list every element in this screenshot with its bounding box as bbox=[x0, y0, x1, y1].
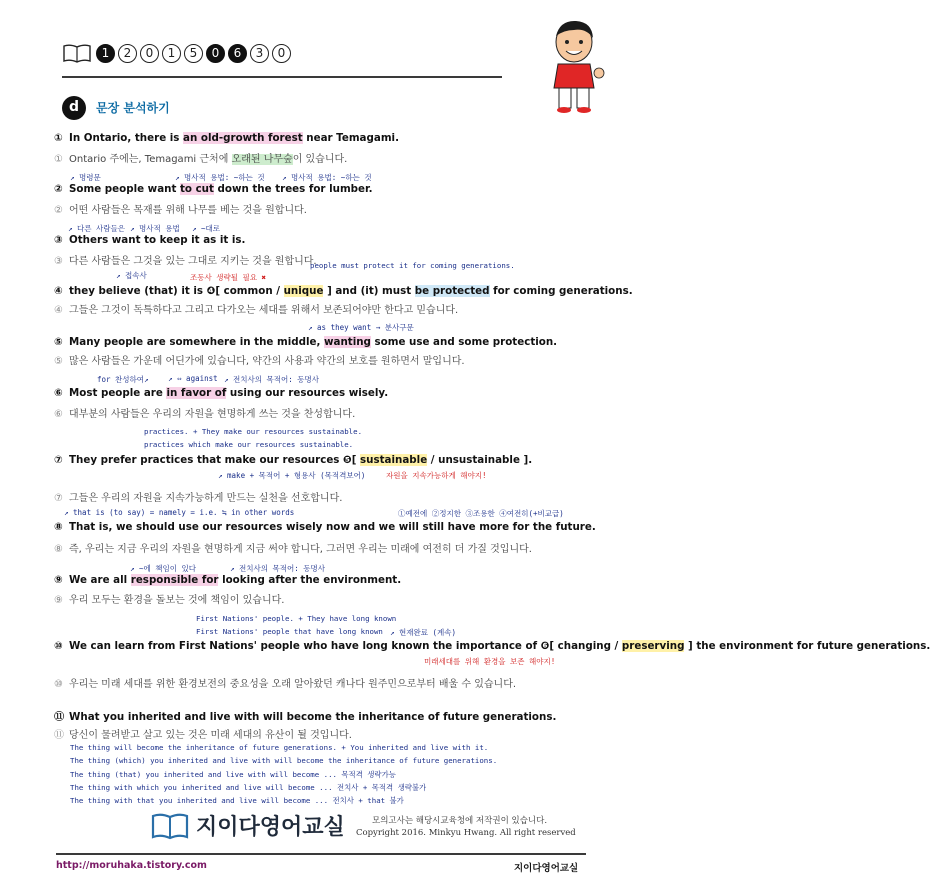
book-logo-icon bbox=[150, 811, 190, 841]
annotation: The thing (that) you inherited and live with will become ... 목적격 생략가능 bbox=[70, 770, 396, 779]
code-digit: 1 bbox=[162, 44, 181, 63]
sentence-text: That is, we should use our resources wisely now and we will still have more for the future. bbox=[69, 521, 596, 533]
sentence-text: We can learn from First Nations' people who have long known the importance of ❻[ changing / bbox=[69, 640, 622, 652]
annotation: ↗ 명령문 bbox=[70, 173, 101, 182]
annotation: ↗ ⇔ against bbox=[168, 374, 218, 383]
korean-translation bbox=[54, 252, 317, 267]
section-badge: d bbox=[62, 96, 86, 120]
annotation: ↗ ~대로 bbox=[192, 224, 221, 233]
sentence-number: ⑥ bbox=[54, 387, 63, 399]
annotation: ①예전에 ②정지한 ③조용한 ④여전히(+비교급) bbox=[398, 509, 564, 518]
annotation: First Nations' people. + They have long known bbox=[196, 614, 397, 623]
sentence-number: ② bbox=[54, 205, 63, 216]
sentence-text: down the trees for lumber. bbox=[213, 183, 373, 195]
sentence-text: Some people want bbox=[69, 183, 180, 195]
sentence-text: looking after the environment. bbox=[218, 574, 402, 586]
annotation: for 찬성하여↗ bbox=[97, 375, 149, 384]
annotation: ↗ 전치사의 목적어: 동명사 bbox=[224, 375, 320, 384]
annotation: ↗ 접속사 bbox=[116, 271, 147, 280]
korean-translation bbox=[54, 726, 352, 741]
code-digit: 5 bbox=[184, 44, 203, 63]
korean-translation bbox=[54, 201, 307, 216]
sentence-text: 그들은 우리의 자원을 지속가능하게 만드는 실천을 선호합니다. bbox=[69, 493, 343, 504]
english-sentence bbox=[54, 285, 633, 297]
sentence-text: ] the environment for future generations. bbox=[684, 640, 930, 652]
sentence-number: ⑨ bbox=[54, 574, 63, 586]
header-divider bbox=[62, 76, 502, 78]
annotation: ↗ 명사적 용법: ~하는 것 bbox=[282, 173, 372, 182]
annotation: The thing with which you inherited and live will become ... 전치사 + 목적격 생략불가 bbox=[70, 783, 427, 792]
code-digit: 3 bbox=[250, 44, 269, 63]
sentence-number: ② bbox=[54, 183, 63, 195]
sentence-number: ③ bbox=[54, 256, 63, 267]
korean-translation bbox=[54, 301, 458, 316]
english-sentence bbox=[54, 574, 401, 586]
sentence-text: What you inherited and live with will become the inheritance of future generations. bbox=[69, 711, 557, 723]
code-digit: 6 bbox=[228, 44, 247, 63]
lesson-code bbox=[96, 44, 291, 63]
highlighted-phrase: unique bbox=[283, 285, 324, 297]
sentence-text: Many people are somewhere in the middle, bbox=[69, 336, 324, 348]
sentence-number: ⑤ bbox=[54, 336, 63, 348]
annotation: ↗ 다른 사람들은 bbox=[68, 224, 126, 233]
english-sentence bbox=[54, 336, 557, 348]
highlighted-phrase: be protected bbox=[414, 285, 490, 297]
sentence-number: ⑩ bbox=[54, 679, 63, 690]
sentence-number: ⑧ bbox=[54, 544, 63, 555]
highlighted-phrase: in favor of bbox=[166, 387, 227, 399]
sentence-text: 그들은 그것이 독특하다고 그리고 다가오는 세대를 위해서 보존되어야만 한다고 믿습니다. bbox=[69, 305, 459, 316]
annotation: practices which make our resources sustainable. bbox=[144, 440, 354, 449]
sentence-text: some use and some protection. bbox=[370, 336, 558, 348]
english-sentence bbox=[54, 640, 930, 652]
sentence-number: ④ bbox=[54, 285, 63, 297]
english-sentence bbox=[54, 234, 245, 246]
sentence-number: ⑤ bbox=[54, 356, 63, 367]
sentence-number: ⑧ bbox=[54, 521, 63, 533]
korean-translation bbox=[54, 150, 347, 165]
sentence-number: ⑪ bbox=[54, 730, 64, 741]
code-digit: 0 bbox=[272, 44, 291, 63]
sentence-text: Most people are bbox=[69, 387, 167, 399]
highlighted-phrase: wanting bbox=[323, 336, 371, 348]
code-digit: 2 bbox=[118, 44, 137, 63]
annotation: ↗ 명사적 용법: ~하는 것 bbox=[175, 173, 265, 182]
sentence-text: 즉, 우리는 지금 우리의 자원을 현명하게 지금 써야 합니다, 그러면 우리는 미래에 여전히 더 가질 것입니다. bbox=[69, 544, 532, 555]
sentence-number: ① bbox=[54, 132, 63, 144]
footer-url-link[interactable]: http://moruhaka.tistory.com bbox=[56, 860, 207, 871]
annotation: practices. + They make our resources sustainable. bbox=[144, 427, 363, 436]
english-sentence bbox=[54, 387, 388, 399]
annotation: people must protect it for coming generations. bbox=[310, 261, 515, 270]
annotation: ↗ ~에 책임이 있다 bbox=[130, 564, 197, 573]
code-digit: 0 bbox=[140, 44, 159, 63]
sentence-text: In Ontario, there is bbox=[69, 132, 184, 144]
sentence-text: 당신이 물려받고 살고 있는 것은 미래 세대의 유산이 될 것입니다. bbox=[69, 730, 352, 741]
sentence-text: 다른 사람들은 그것을 있는 그대로 지키는 것을 원합니다. bbox=[69, 256, 317, 267]
annotation: ↗ 전치사의 목적어: 동명사 bbox=[230, 564, 326, 573]
annotation: ↗ 현재완료 (계속) bbox=[390, 628, 457, 637]
sentence-number: ⑪ bbox=[54, 711, 65, 723]
korean-translation bbox=[54, 675, 516, 690]
sentence-text: for coming generations. bbox=[489, 285, 633, 297]
korean-translation bbox=[54, 489, 342, 504]
sentence-text: We are all bbox=[69, 574, 131, 586]
sentence-text: 우리 모두는 환경을 돌보는 것에 책임이 있습니다. bbox=[69, 595, 285, 606]
sentence-number: ⑦ bbox=[54, 454, 63, 466]
sentence-number: ⑩ bbox=[54, 640, 63, 652]
annotation: The thing (which) you inherited and live with will become the inheritance of future generations. bbox=[70, 756, 498, 765]
sentence-text: ] and (it) must bbox=[323, 285, 415, 297]
sentence-number: ⑦ bbox=[54, 493, 63, 504]
annotation: 미래세대를 위해 환경을 보존 해야지! bbox=[424, 657, 556, 666]
annotation: ↗ 명사적 용법 bbox=[130, 224, 180, 233]
sentence-text: 대부분의 사람들은 우리의 자원을 현명하게 쓰는 것을 찬성합니다. bbox=[69, 409, 356, 420]
sentence-number: ⑥ bbox=[54, 409, 63, 420]
lesson-header bbox=[62, 38, 291, 68]
annotation: ↗ make + 목적어 + 형용사 (목적격보어) bbox=[218, 471, 366, 480]
sentence-text: near Temagami. bbox=[302, 132, 399, 144]
code-digit: 1 bbox=[96, 44, 115, 63]
sentence-number: ④ bbox=[54, 305, 63, 316]
highlighted-phrase: sustainable bbox=[360, 454, 428, 466]
sentence-number: ① bbox=[54, 154, 63, 165]
korean-translation bbox=[54, 591, 284, 606]
highlighted-phrase: to cut bbox=[179, 183, 214, 195]
copyright-notice: 모의고사는 해당시교육청에 저작권이 있습니다. bbox=[372, 816, 548, 826]
sentence-text: 이 있습니다. bbox=[292, 154, 348, 165]
sentence-text: they believe (that) it is ❹[ common / bbox=[69, 285, 284, 297]
annotation: ↗ as they want → 분사구문 bbox=[308, 323, 414, 332]
highlighted-phrase: preserving bbox=[621, 640, 685, 652]
copyright-line: Copyright 2016. Minkyu Hwang. All right reserved bbox=[356, 828, 576, 838]
sentence-number: ③ bbox=[54, 234, 63, 246]
logo-text: 지이다영어교실 bbox=[196, 815, 345, 840]
section-title: 문장 분석하기 bbox=[96, 101, 170, 115]
sentence-text: / unsustainable ]. bbox=[427, 454, 533, 466]
sentence-text: They prefer practices that make our resources ❺[ bbox=[69, 454, 361, 466]
code-digit: 0 bbox=[206, 44, 225, 63]
english-sentence bbox=[54, 454, 532, 466]
english-sentence bbox=[54, 183, 373, 195]
teacher-avatar bbox=[542, 18, 606, 114]
annotation: ↗ that is (to say) = namely = i.e. ≒ in other words bbox=[64, 508, 295, 517]
annotation: First Nations' people that have long known bbox=[196, 627, 383, 636]
korean-translation bbox=[54, 540, 532, 555]
sentence-text: Ontario 주에는, Temagami 근처에 bbox=[69, 154, 232, 165]
english-sentence bbox=[54, 521, 596, 533]
brand-logo bbox=[150, 810, 345, 841]
english-sentence bbox=[54, 132, 399, 144]
sentence-text: 많은 사람들은 가운데 어딘가에 있습니다, 약간의 사용과 약간의 보호를 원하면서 말입니다. bbox=[69, 356, 465, 367]
annotation: 자원을 지속가능하게 해야지! bbox=[386, 471, 487, 480]
sentence-number: ⑨ bbox=[54, 595, 63, 606]
annotation: The thing will become the inheritance of future generations. + You inherited and live with it. bbox=[70, 743, 489, 752]
sentence-text: 어떤 사람들은 목재를 위해 나무를 베는 것을 원합니다. bbox=[69, 205, 307, 216]
annotation: 조동사 생략될 필요 ✖ bbox=[190, 273, 267, 282]
highlighted-phrase: responsible for bbox=[130, 574, 219, 586]
english-sentence bbox=[54, 708, 556, 723]
open-book-icon bbox=[62, 43, 92, 63]
highlighted-phrase: 오래된 나무숲 bbox=[231, 154, 293, 165]
korean-translation bbox=[54, 405, 355, 420]
annotation: The thing with that you inherited and live will become ... 전치사 + that 불가 bbox=[70, 796, 404, 805]
footer-divider bbox=[56, 853, 586, 855]
korean-translation bbox=[54, 352, 465, 367]
sentence-text: Others want to keep it as it is. bbox=[69, 234, 246, 246]
highlighted-phrase: an old-growth forest bbox=[183, 132, 303, 144]
sentence-text: using our resources wisely. bbox=[226, 387, 389, 399]
sentence-text: 우리는 미래 세대를 위한 환경보전의 중요성을 오래 알아왔던 캐나다 원주민으로부터 배울 수 있습니다. bbox=[69, 679, 517, 690]
footer-brand: 지이다영어교실 bbox=[514, 863, 579, 874]
